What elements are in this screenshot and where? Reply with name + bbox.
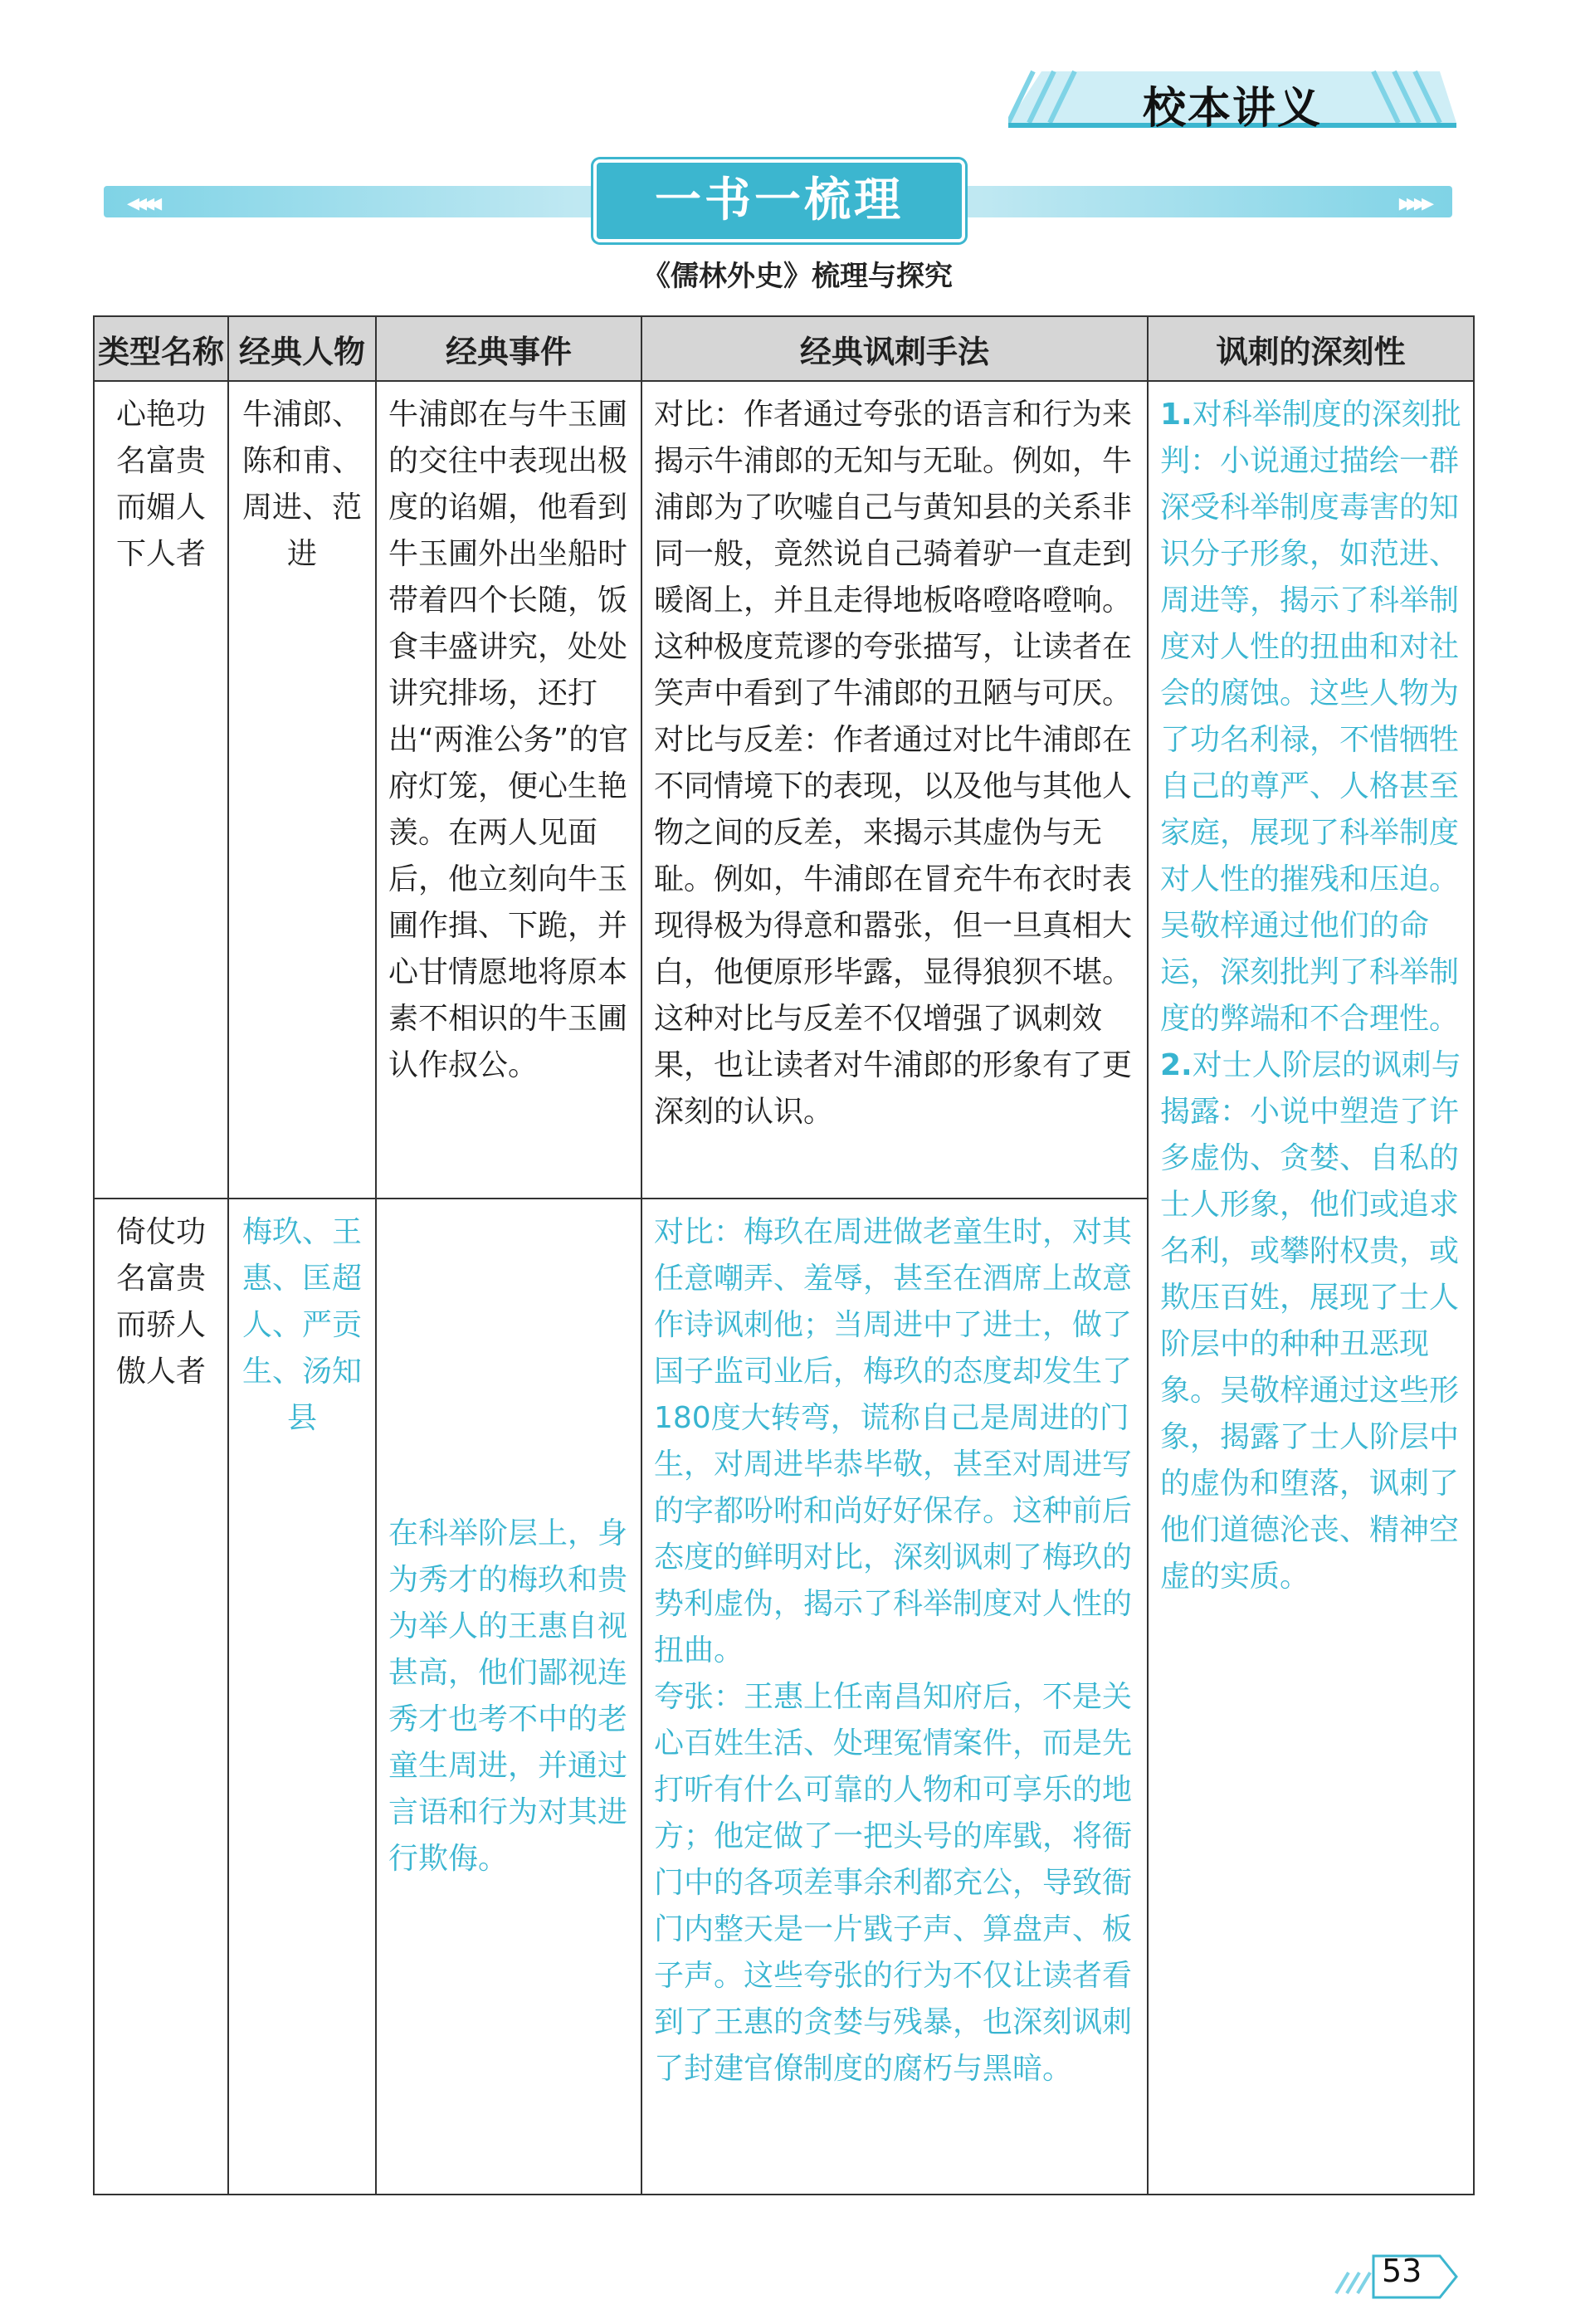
row1-event: 牛浦郎在与牛玉圃的交往中表现出极度的谄媚，他看到牛玉圃外出坐船时带着四个长随，饭食丰盛讲究，处处讲究排场，还打出“两淮公务”的官府灯笼，便心生艳羡。在两人见面后，他立刻向牛玉圃作揖、下跪，并心甘情愿地将原本素不相识的牛玉圃认作叔公。 (376, 381, 641, 1199)
header-badge (1008, 65, 1456, 133)
depth-text-1: 对科举制度的深刻批判：小说通过描绘一群深受科举制度毒害的知识分子形象，如范进、周进等，揭示了科举制度对人性的扭曲和对社会的腐蚀。这些人物为了功名利禄，不惜牺牲自己的尊严、人格甚至家庭，展现了科举制度对人性的摧残和压迫。吴敬梓通过他们的命运，深刻批判了科举制度的弊端和不合理性。 (1160, 398, 1461, 1036)
row2-technique-1: 对比：梅玖在周进做老童生时，对其任意嘲弄、羞辱，甚至在酒席上故意作诗讽刺他；当周进中了进士，做了国子监司业后，梅玖的态度却发生了180度大转弯，谎称自己是周进的门生，对周进毕恭毕敬，甚至对周进写的字都吩咐和尚好好保存。这种前后态度的鲜明对比，深刻讽刺了梅玖的势利虚伪，揭示了科举制度对人性的扭曲。 (654, 1215, 1133, 1667)
header-badge-title: 校本讲义 (1142, 84, 1322, 134)
header-depth: 讽刺的深刻性 (1148, 316, 1474, 381)
row2-technique (641, 1199, 1148, 2195)
section-banner (104, 173, 1452, 227)
row1-technique (641, 381, 1148, 1199)
depth-num-2: 2. (1160, 1048, 1193, 1082)
row1-type: 心艳功名富贵而媚人下人者 (94, 381, 228, 1199)
table-title: 《儒林外史》梳理与探究 (642, 260, 953, 293)
depth-text-2: 对士人阶层的讽刺与揭露：小说中塑造了许多虚伪、贪婪、自私的士人形象，他们或追求名利，或攀附权贵，或欺压百姓，展现了士人阶层中的种种丑恶现象。吴敬梓通过这些形象，揭露了士人阶层中的虚伪和堕落，讽刺了他们道德沦丧、精神空虚的实质。 (1160, 1048, 1461, 1594)
table-row (94, 381, 1474, 1199)
row1-technique-1: 对比：作者通过夸张的语言和行为来揭示牛浦郎的无知与无耻。例如，牛浦郎为了吹嘘自己与黄知县的关系非同一般，竟然说自己骑着驴一直走到暖阁上，并且走得地板咯噔咯噔响。这种极度荒谬的夸张描写，让读者在笑声中看到了牛浦郎的丑陋与可厌。 (654, 398, 1133, 710)
row2-people: 梅玖、王惠、匡超人、严贡生、汤知县 (228, 1199, 376, 2195)
banner-arrows-right-icon: ▸▸▸▸ (1398, 188, 1429, 217)
header-technique: 经典讽刺手法 (641, 316, 1148, 381)
banner-arrows-left-icon: ◂◂◂◂ (127, 188, 158, 217)
depth-num-1: 1. (1160, 398, 1193, 432)
row1-technique-2: 对比与反差：作者通过对比牛浦郎在不同情境下的表现，以及他与其他人物之间的反差，来揭示其虚伪与无耻。例如，牛浦郎在冒充牛布衣时表现得极为得意和嚣张，但一旦真相大白，他便原形毕露，显得狼狈不堪。这种对比与反差不仅增强了讽刺效果，也让读者对牛浦郎的形象有了更深刻的认识。 (654, 723, 1133, 1129)
row2-technique-2: 夸张：王惠上任南昌知府后，不是关心百姓生活、处理冤情案件，而是先打听有什么可靠的人物和可享乐的地方；他定做了一把头号的库戥，将衙门中的各项差事余利都充公，导致衙门内整天是一片戥子声、算盘声、板子声。这些夸张的行为不仅让读者看到了王惠的贪婪与残暴，也深刻讽刺了封建官僚制度的腐朽与黑暗。 (654, 1680, 1133, 2086)
row2-type: 倚仗功名富贵而骄人傲人者 (94, 1199, 228, 2195)
banner-title-box (593, 159, 965, 242)
depth-cell (1148, 381, 1474, 2195)
summary-table (93, 315, 1475, 2195)
page-number: 53 (1382, 2253, 1422, 2289)
depth-paragraph-1 (1160, 392, 1461, 1042)
header-people: 经典人物 (228, 316, 376, 381)
header-event: 经典事件 (376, 316, 641, 381)
header-type: 类型名称 (94, 316, 228, 381)
page-number-badge (1332, 2248, 1469, 2306)
banner-title: 一书一梳理 (655, 173, 904, 227)
row2-event: 在科举阶层上，身为秀才的梅玖和贵为举人的王惠自视甚高，他们鄙视连秀才也考不中的老童生周进，并通过言语和行为对其进行欺侮。 (376, 1199, 641, 2195)
row1-people: 牛浦郎、陈和甫、周进、范进 (228, 381, 376, 1199)
table-header-row (94, 316, 1474, 381)
depth-paragraph-2 (1160, 1042, 1461, 1600)
